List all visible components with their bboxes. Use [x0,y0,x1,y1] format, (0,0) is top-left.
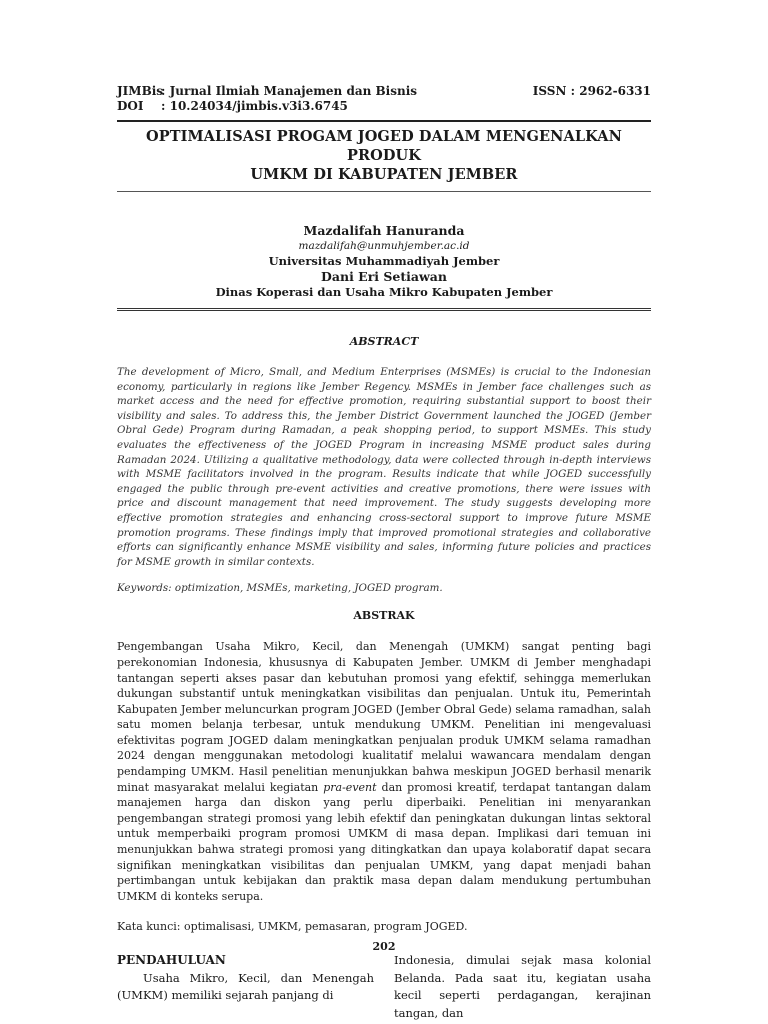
body-columns [117,952,651,1022]
title-divider [117,191,651,192]
abstract-english-text: The development of Micro, Small, and Medium Enterprises (MSMEs) is crucial to the Indonesian economy, particularly in regions like Jember Regency. MSMEs in Jember face challenges such as market access and the need for effective promotion, requiring substantial support to boost their visibility and sales. To address this, the Jember District Government launched the JOGED (Jember Obral Gede) Program during Ramadan, a peak shopping period, to support MSMEs. This study evaluates the effectiveness of the JOGED Program in increasing MSME product sales during Ramadan 2024. Utilizing a qualitative methodology, data were collected through in-depth interviews with MSME facilitators involved in the program. Results indicate that while JOGED successfully engaged the public through pre-event activities and creative promotions, there were issues with price and discount management that need improvement. The study suggests developing more effective promotion strategies and enhancing cross-sectoral support to improve future MSME promotion programs. These findings imply that improved promotional strategies and collaborative efforts can significantly enhance MSME visibility and sales, informing future policies and practices for MSME growth in similar contexts. [117,366,651,568]
author-2-affiliation: Dinas Koperasi dan Usaha Mikro Kabupaten Jember [215,285,553,299]
abstrak-text-part-2: dan promosi kreatif, terdapat tantangan dalam manajemen harga dan diskon yang perlu diperbaiki. Penelitian ini menyarankan pengembangan strategi promosi yang lebih efektif dan peningkatan dukungan lintas sektoral untuk memperbaiki program promosi UMKM di masa depan. Implikasi dari temuan ini menunjukkan bahwa strategi promosi yang ditingkatkan dan upaya kolaboratif dapat secara signifikan meningkatkan visibilitas dan penjualan UMKM, yang dapat menjadi bahan pertimbangan untuk kebijakan dan praktik masa depan dalam mendukung pertumbuhan UMKM di konteks serupa. [117,780,651,903]
author-block [117,222,651,300]
keywords-english: Keywords: optimization, MSMEs, marketing, JOGED program. [117,582,443,595]
paper-title [117,127,651,184]
keywords-indonesian: Kata kunci: optimalisasi, UMKM, pemasaran, program JOGED. [117,920,468,934]
title-line-2: UMKM DI KABUPATEN JEMBER [250,166,518,183]
journal-header-row [117,84,651,99]
author-2-name: Dani Eri Setiawan [321,269,447,284]
intro-left-paragraph: Usaha Mikro, Kecil, dan Menengah (UMKM) memiliki sejarah panjang di [117,970,374,1003]
doi-row [117,99,651,114]
left-column [117,952,374,1022]
abstrak-indonesian-text [117,639,651,904]
intro-right-paragraph: Indonesia, dimulai sejak masa kolonial Belanda. Pada saat itu, kegiatan usaha kecil seperti perdagangan, kerajinan tangan, dan [394,953,651,1020]
journal-key: JIMBis [117,84,164,98]
right-column [394,952,651,1022]
abstrak-text-italic: pra-event [323,780,377,794]
issn: ISSN : 2962-6331 [532,84,651,98]
author-1-affiliation: Universitas Muhammadiyah Jember [268,254,500,268]
abstrak-text-part-1: Pengembangan Usaha Mikro, Kecil, dan Menengah (UMKM) sangat penting bagi perekonomian Indonesia, khususnya di Kabupaten Jember. UMKM di Jember menghadapi tantangan seperti akses pasar dan kebutuhan promosi yang efektif, sehingga memerlukan dukungan substantif untuk meningkatkan visibilitas dan penjualan. Untuk itu, Pemerintah Kabupaten Jember meluncurkan program JOGED (Jember Obral Gede) selama ramadhan, salah satu momen belanja terbesar, untuk mendukung UMKM. Penelitian ini mengevaluasi efektivitas pogram JOGED dalam meningkatkan penjualan produk UMKM selama ramadhan 2024 dengan menggunakan metodologi kualitatif melalui wawancara mendalam dengan pendamping UMKM. Hasil penelitian menunjukkan bahwa meskipun JOGED berhasil menarik minat masyarakat melalui kegiatan [117,640,651,794]
header-divider [117,120,651,122]
abstract-heading: ABSTRACT [349,335,419,348]
paper-page [117,84,651,1022]
title-line-1: OPTIMALISASI PROGAM JOGED DALAM MENGENALKAN PRODUK [146,128,622,164]
journal-name: : Jurnal Ilmiah Manajemen dan Bisnis [161,84,418,98]
doi-value: : 10.24034/jimbis.v3i3.6745 [161,99,348,113]
section-heading-introduction: PENDAHULUAN [117,953,226,968]
abstrak-heading: ABSTRAK [353,609,415,623]
author-divider [117,308,651,311]
author-1-name: Mazdalifah Hanuranda [303,223,465,238]
doi-key: DOI [117,99,144,113]
author-1-email: mazdalifah@unmuhjember.ac.id [298,240,470,252]
page-number: 202 [372,940,396,953]
